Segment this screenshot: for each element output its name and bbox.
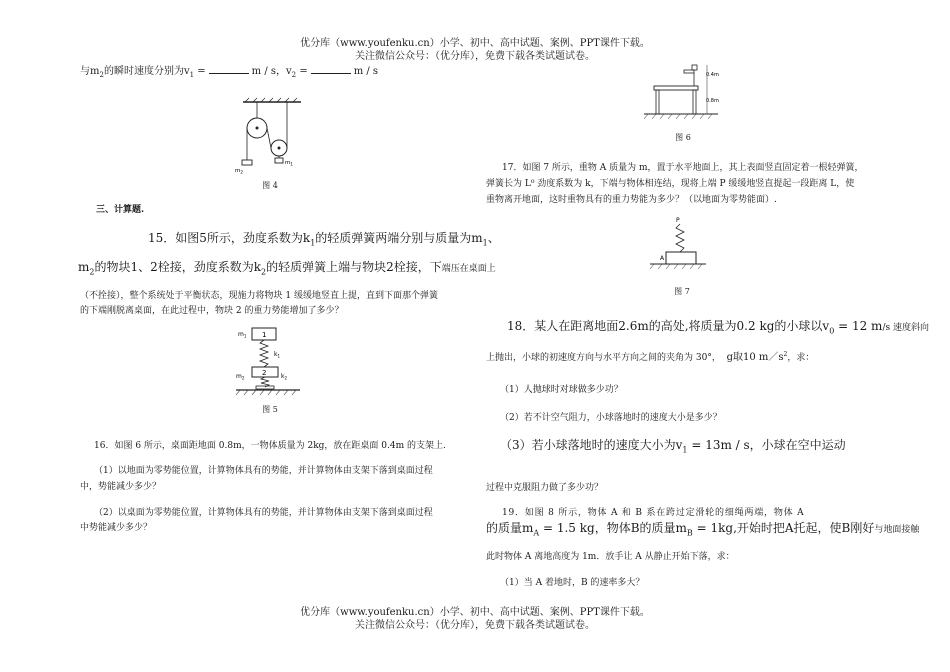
q17-line-1: 17．如图 7 所示，重物 A 质量为 m，置于水平地面上，其上表面竖直固定着一根轻弹簧， [502, 163, 864, 173]
section-title: 三、计算题. [96, 205, 145, 215]
fig5-block-1: 1 [262, 331, 267, 339]
speed-answer-line: 与$m_2$的瞬时速度分别为$v_1 = m / s$，$v_2 = m / s$ [80, 63, 378, 83]
fig5-block-2: 2 [262, 369, 267, 377]
q18-line-1: 18．某人在距离地面2.6m的高处,将质量为0.2 kg的小球以$v_0 = 12$ m/s 速度斜向 [507, 319, 929, 336]
q16-stem: 16．如图 6 所示，桌面距地面 0.8m，一物体质量为 2kg，放在距桌面 0.4m 的支架上. [94, 441, 446, 451]
fig5-m2-label: $m_2$ [236, 373, 245, 381]
q15-line-4: 的下端刚脱离桌面，在此过程中，物块 2 的重力势能增加了多少？ [80, 306, 344, 316]
q15-line-3: （不拴接），整个系统处于平衡状态，现施力将物块 1 缓缓地竖直上提，直到下面那个弹簧 [80, 291, 438, 301]
header-line-1: 优分库（www.youfenku.cn）小学、初中、高中试题、案例、PPT课件下载。 [300, 38, 650, 49]
page-footer [275, 606, 675, 632]
q18-line-2: 上抛出，小球的初速度方向与水平方向之间的夹角为 30°， g取10 $m/s^2$，求： [486, 351, 815, 363]
footer-line-2: 关注微信公众号：（优分库），免费下载各类试题试卷。 [355, 620, 595, 631]
figure-5-caption: 图 5 [262, 405, 278, 414]
q16-sub2-a: （2）以桌面为零势能位置，计算物体具有的势能，并计算物体由支架下落到桌面过程 [94, 508, 433, 518]
figure-7-caption: 图 7 [674, 287, 690, 296]
footer-line-1: 优分库（www.youfenku.cn）小学、初中、高中试题、案例、PPT课件下载。 [300, 607, 650, 618]
q17-line-3: 重物离开地面，这时重物具有的重力势能为多少？（以地面为零势能面）. [486, 195, 777, 205]
fig5-k2-label: $k_2$ [281, 373, 288, 381]
fig4-m2-label: $m_2$ [235, 168, 243, 175]
figure-6-caption: 图 6 [675, 133, 691, 142]
fig6-d1: 0.4m [706, 72, 719, 78]
figure-7-spring-weight [648, 214, 708, 282]
q19-line-2: 的质量$m_A = 1.5$ kg，物体B的质量$m_B = 1kg$,开始时把A托起，使B刚好与地面接触 [486, 521, 920, 538]
figure-4-pulleys [225, 96, 315, 186]
answer-blank-v2[interactable] [311, 63, 351, 74]
fig5-k1-label: $k_1$ [274, 351, 281, 359]
q17-line-2: 弹簧长为 L⁰ 劲度系数为 k，下端与物体相连结，现将上端 P 缓缓地竖直提起一段距离 L，使 [486, 179, 855, 189]
fig4-m1-label: $m_1$ [285, 160, 293, 167]
page-header [275, 37, 675, 63]
fig7-p-label: P [676, 217, 680, 224]
figure-5-springs [232, 326, 304, 404]
fig7-a-label: A [660, 255, 665, 262]
q18-sub-1: （1）人抛球时对球做多少功？ [500, 385, 623, 395]
q18-sub-3-b: 过程中克服阻力做了多少功？ [486, 483, 604, 493]
q19-sub-1: （1）当 A 着地时，B 的速率多大？ [500, 578, 645, 588]
answer-blank-v1[interactable] [209, 63, 249, 74]
q15-line-2: $m_2$的物块1、2栓接，劲度系数为$k_2$的轻质弹簧上端与物块2栓接，下端压在桌面上 [78, 260, 496, 277]
q16-sub2-b: 中势能减少多少？ [80, 523, 153, 533]
fig6-d2: 0.8m [706, 98, 719, 104]
q19-line-1: 19．如图 8 所示，物体 A 和 B 系在跨过定滑轮的细绳两端，物体 A [502, 508, 805, 518]
q15-line-1: 15．如图5所示，劲度系数为$k_1$的轻质弹簧两端分别与质量为$m_1$、 [148, 231, 500, 248]
q16-sub1-b: 中，势能减少多少？ [80, 482, 162, 492]
q18-sub-2: （2）若不计空气阻力，小球落地时的速度大小是多少？ [500, 413, 722, 423]
q18-sub-3-a: （3）若小球落地时的速度大小为$v_1 = 13m / s$，小球在空中运动 [500, 438, 846, 455]
figure-6-table [640, 62, 720, 127]
q19-line-3: 此时物体 A 离地高度为 1m．放手让 A 从静止开始下落，求： [486, 552, 735, 562]
q16-sub1-a: （1）以地面为零势能位置，计算物体具有的势能，并计算物体由支架下落到桌面过程 [94, 466, 433, 476]
fig5-m1-label: $m_1$ [238, 331, 247, 339]
figure-4-caption: 图 4 [262, 181, 278, 190]
header-line-2: 关注微信公众号：（优分库），免费下载各类试题试卷。 [355, 51, 595, 62]
